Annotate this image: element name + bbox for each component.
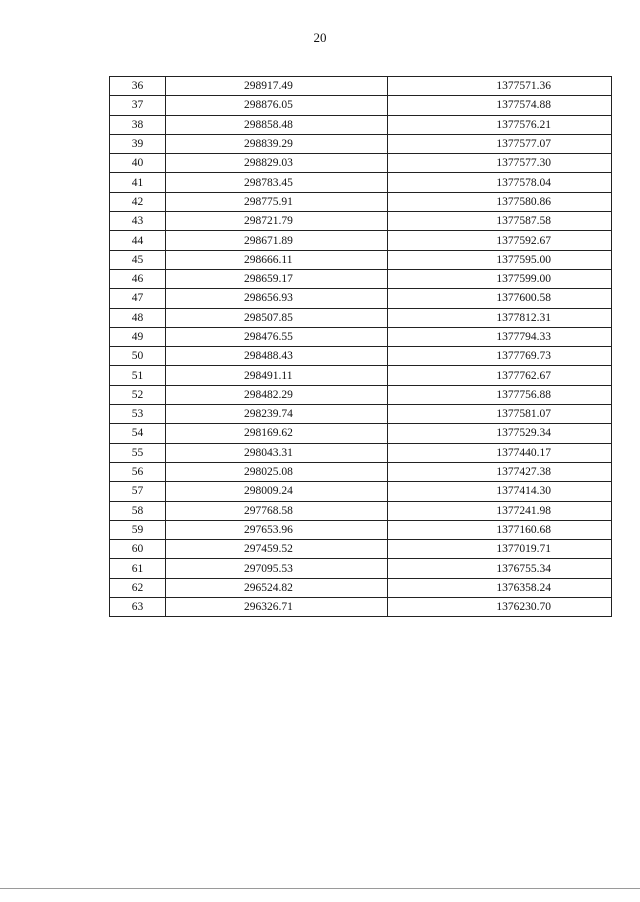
y-coordinate-cell: 1377577.30 <box>388 154 612 173</box>
table-row <box>110 366 612 385</box>
table-row <box>110 347 612 366</box>
x-coordinate-cell: 298839.29 <box>166 134 388 153</box>
y-coordinate-cell: 1377576.21 <box>388 115 612 134</box>
table-row <box>110 289 612 308</box>
y-coordinate-cell: 1376755.34 <box>388 559 612 578</box>
table-row <box>110 308 612 327</box>
y-coordinate-cell: 1377160.68 <box>388 520 612 539</box>
table-row <box>110 192 612 211</box>
x-coordinate-cell: 298239.74 <box>166 405 388 424</box>
x-coordinate-cell: 298488.43 <box>166 347 388 366</box>
point-number-cell: 39 <box>110 134 166 153</box>
point-number-cell: 42 <box>110 192 166 211</box>
x-coordinate-cell: 298858.48 <box>166 115 388 134</box>
table-row <box>110 501 612 520</box>
coordinates-table-body <box>110 77 612 617</box>
y-coordinate-cell: 1377574.88 <box>388 96 612 115</box>
point-number-cell: 40 <box>110 154 166 173</box>
point-number-cell: 36 <box>110 77 166 96</box>
x-coordinate-cell: 298169.62 <box>166 424 388 443</box>
point-number-cell: 38 <box>110 115 166 134</box>
x-coordinate-cell: 298659.17 <box>166 269 388 288</box>
table-row <box>110 115 612 134</box>
y-coordinate-cell: 1377812.31 <box>388 308 612 327</box>
x-coordinate-cell: 298671.89 <box>166 231 388 250</box>
point-number-cell: 50 <box>110 347 166 366</box>
y-coordinate-cell: 1377414.30 <box>388 482 612 501</box>
point-number-cell: 45 <box>110 250 166 269</box>
x-coordinate-cell: 298917.49 <box>166 77 388 96</box>
x-coordinate-cell: 297095.53 <box>166 559 388 578</box>
table-row <box>110 443 612 462</box>
table-row <box>110 134 612 153</box>
table-row <box>110 154 612 173</box>
y-coordinate-cell: 1377529.34 <box>388 424 612 443</box>
x-coordinate-cell: 298721.79 <box>166 212 388 231</box>
point-number-cell: 56 <box>110 462 166 481</box>
x-coordinate-cell: 298476.55 <box>166 327 388 346</box>
point-number-cell: 47 <box>110 289 166 308</box>
point-number-cell: 46 <box>110 269 166 288</box>
y-coordinate-cell: 1377440.17 <box>388 443 612 462</box>
table-row <box>110 173 612 192</box>
y-coordinate-cell: 1377578.04 <box>388 173 612 192</box>
x-coordinate-cell: 298025.08 <box>166 462 388 481</box>
x-coordinate-cell: 298783.45 <box>166 173 388 192</box>
y-coordinate-cell: 1377571.36 <box>388 77 612 96</box>
y-coordinate-cell: 1377019.71 <box>388 540 612 559</box>
point-number-cell: 60 <box>110 540 166 559</box>
table-row <box>110 559 612 578</box>
x-coordinate-cell: 296524.82 <box>166 578 388 597</box>
point-number-cell: 63 <box>110 598 166 617</box>
y-coordinate-cell: 1377587.58 <box>388 212 612 231</box>
table-row <box>110 212 612 231</box>
table-row <box>110 385 612 404</box>
x-coordinate-cell: 298656.93 <box>166 289 388 308</box>
x-coordinate-cell: 298829.03 <box>166 154 388 173</box>
table-row <box>110 462 612 481</box>
x-coordinate-cell: 298491.11 <box>166 366 388 385</box>
point-number-cell: 59 <box>110 520 166 539</box>
y-coordinate-cell: 1377769.73 <box>388 347 612 366</box>
point-number-cell: 41 <box>110 173 166 192</box>
table-row <box>110 540 612 559</box>
x-coordinate-cell: 297653.96 <box>166 520 388 539</box>
y-coordinate-cell: 1377592.67 <box>388 231 612 250</box>
point-number-cell: 48 <box>110 308 166 327</box>
point-number-cell: 51 <box>110 366 166 385</box>
point-number-cell: 43 <box>110 212 166 231</box>
point-number-cell: 61 <box>110 559 166 578</box>
y-coordinate-cell: 1377599.00 <box>388 269 612 288</box>
coordinates-table <box>109 76 612 617</box>
x-coordinate-cell: 296326.71 <box>166 598 388 617</box>
table-row <box>110 482 612 501</box>
y-coordinate-cell: 1376230.70 <box>388 598 612 617</box>
point-number-cell: 52 <box>110 385 166 404</box>
y-coordinate-cell: 1377427.38 <box>388 462 612 481</box>
point-number-cell: 57 <box>110 482 166 501</box>
point-number-cell: 62 <box>110 578 166 597</box>
bottom-divider <box>0 888 640 889</box>
x-coordinate-cell: 297459.52 <box>166 540 388 559</box>
y-coordinate-cell: 1377756.88 <box>388 385 612 404</box>
table-row <box>110 598 612 617</box>
y-coordinate-cell: 1377595.00 <box>388 250 612 269</box>
x-coordinate-cell: 297768.58 <box>166 501 388 520</box>
y-coordinate-cell: 1376358.24 <box>388 578 612 597</box>
table-row <box>110 269 612 288</box>
table-row <box>110 520 612 539</box>
y-coordinate-cell: 1377241.98 <box>388 501 612 520</box>
x-coordinate-cell: 298666.11 <box>166 250 388 269</box>
page-number: 20 <box>313 30 327 45</box>
y-coordinate-cell: 1377581.07 <box>388 405 612 424</box>
table-row <box>110 424 612 443</box>
y-coordinate-cell: 1377577.07 <box>388 134 612 153</box>
y-coordinate-cell: 1377580.86 <box>388 192 612 211</box>
x-coordinate-cell: 298876.05 <box>166 96 388 115</box>
y-coordinate-cell: 1377762.67 <box>388 366 612 385</box>
point-number-cell: 55 <box>110 443 166 462</box>
point-number-cell: 49 <box>110 327 166 346</box>
point-number-cell: 37 <box>110 96 166 115</box>
point-number-cell: 53 <box>110 405 166 424</box>
y-coordinate-cell: 1377794.33 <box>388 327 612 346</box>
x-coordinate-cell: 298009.24 <box>166 482 388 501</box>
table-row <box>110 405 612 424</box>
y-coordinate-cell: 1377600.58 <box>388 289 612 308</box>
x-coordinate-cell: 298507.85 <box>166 308 388 327</box>
x-coordinate-cell: 298482.29 <box>166 385 388 404</box>
table-row <box>110 96 612 115</box>
table-row <box>110 231 612 250</box>
point-number-cell: 58 <box>110 501 166 520</box>
point-number-cell: 44 <box>110 231 166 250</box>
x-coordinate-cell: 298043.31 <box>166 443 388 462</box>
table-row <box>110 327 612 346</box>
table-row <box>110 578 612 597</box>
table-row <box>110 77 612 96</box>
point-number-cell: 54 <box>110 424 166 443</box>
x-coordinate-cell: 298775.91 <box>166 192 388 211</box>
table-row <box>110 250 612 269</box>
